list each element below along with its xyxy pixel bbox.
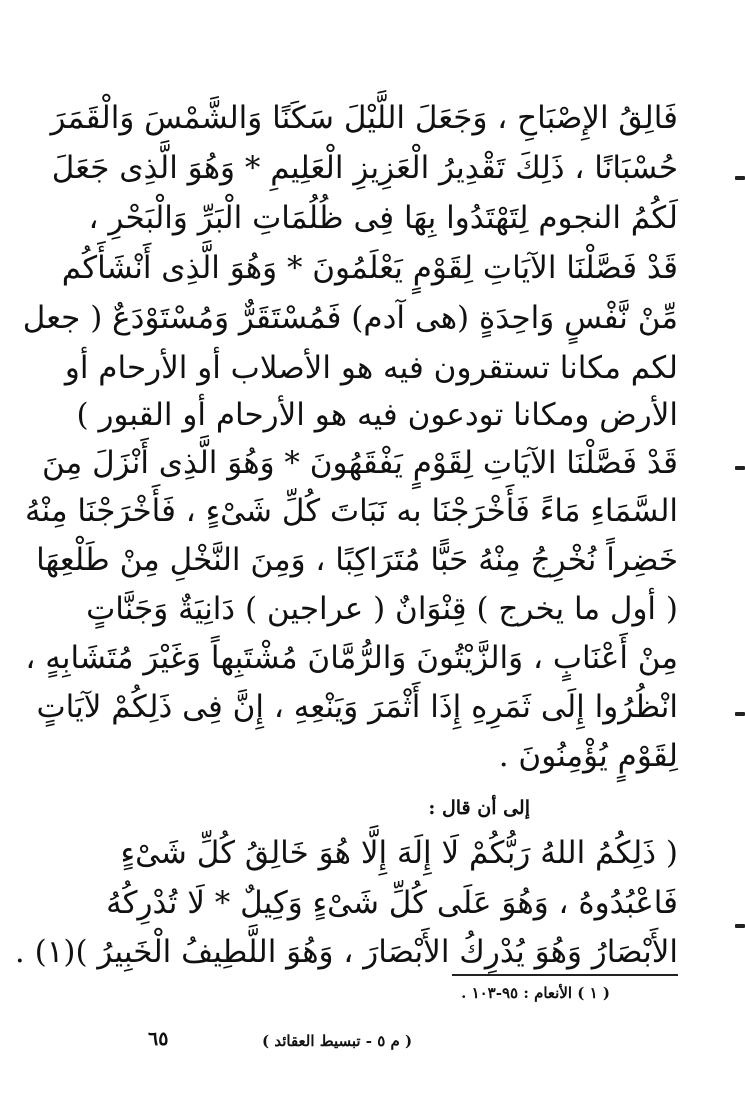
- footnote: ( ١ ) الأنعام : ٩٥-١٠٣ .: [461, 984, 610, 1002]
- text-line: فَالِقُ الإِصْبَاحِ ، وَجَعَلَ اللَّيْلَ سَكَنًا وَالشَّمْسَ وَالْقَمَرَ: [50, 100, 678, 136]
- text-line: لكم مكانا تستقرون فيه هو الأصلاب أو الأرحام أو: [64, 350, 678, 386]
- text-line: قَدْ فَصَّلْنَا الآيَاتِ لِقَوْمٍ يَعْلَمُونَ * وَهُوَ الَّذِى أَنْشَأَكُم: [61, 250, 678, 286]
- footnote-divider: [452, 974, 678, 976]
- quote-line: فَاعْبُدُوهُ ، وَهُوَ عَلَى كُلِّ شَىْءٍ وَكِيلٌ * لَا تُدْرِكُهُ: [106, 885, 678, 921]
- text-line: مِّنْ نَّفْسٍ وَاحِدَةٍ (هى آدم) فَمُسْتَقَرٌّ وَمُسْتَوْدَعٌ ( جعل: [22, 300, 678, 336]
- text-line: ( أول ما يخرج ) قِنْوَانٌ ( عراجين ) دَانِيَةٌ وَجَنَّاتٍ: [86, 591, 678, 627]
- edge-mark: [735, 712, 745, 716]
- edge-mark: [735, 466, 745, 470]
- quote-line: ( ذَلِكُمُ اللهُ رَبُّكُمْ لَا إِلَهَ إِلَّا هُوَ خَالِقُ كُلِّ شَىْءٍ: [120, 835, 678, 871]
- page-number: ٦٥: [148, 1028, 169, 1050]
- edge-mark: [735, 924, 745, 928]
- text-line: مِنْ أَعْنَابٍ ، وَالزَّيْتُونَ وَالرُّمَّانَ مُشْتَبِهاً وَغَيْرَ مُتَشَابِهٍ ،: [25, 640, 678, 676]
- text-line: السَّمَاءِ مَاءً فَأَخْرَجْنَا به نَبَاتَ كُلِّ شَىْءٍ ، فَأَخْرَجْنَا مِنْهُ: [24, 493, 678, 529]
- edge-mark: [735, 176, 745, 180]
- intro-text: إلى أن قال :: [428, 797, 530, 819]
- text-line: خَضِراً نُخْرِجُ مِنْهُ حَبًّا مُتَرَاكِبًا ، وَمِنَ النَّخْلِ مِنْ طَلْعِهَا: [36, 542, 678, 578]
- quote-line: الأَبْصَارُ وَهُوَ يُدْرِكُ الأَبْصَارَ ، وَهُوَ اللَّطِيفُ الْخَبِيرُ )(١) .: [14, 934, 678, 970]
- text-line: انْظُرُوا إِلَى ثَمَرِهِ إِذَا أَثْمَرَ وَيَنْعِهِ ، إِنَّ فِى ذَلِكُمْ لآيَاتٍ: [36, 689, 678, 725]
- text-line: حُسْبَانًا ، ذَلِكَ تَقْدِيرُ الْعَزِيزِ الْعَلِيمِ * وَهُوَ الَّذِى جَعَلَ: [51, 150, 678, 186]
- text-line: قَدْ فَصَّلْنَا الآيَاتِ لِقَوْمٍ يَفْقَهُونَ * وَهُوَ الَّذِى أَنْزَلَ مِنَ: [42, 445, 678, 481]
- running-footer: ( م ٥ - تبسيط العقائد ): [262, 1032, 413, 1050]
- text-line: الأرض ومكانا تودعون فيه هو الأرحام أو القبور ): [76, 397, 678, 433]
- text-line: لِقَوْمٍ يُؤْمِنُونَ .: [498, 738, 678, 774]
- text-line: لَكُمُ النجوم لِتَهْتَدُوا بِهَا فِى ظُلُمَاتِ الْبَرِّ وَالْبَحْرِ ،: [88, 200, 678, 236]
